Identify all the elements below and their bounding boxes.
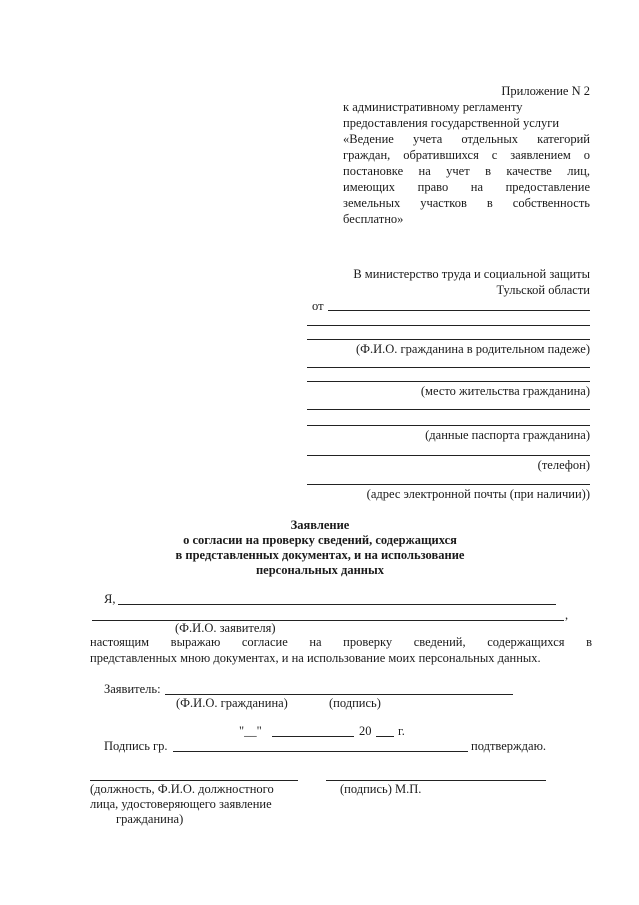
applicant-line-1	[118, 604, 556, 605]
from-label: от	[312, 299, 324, 313]
official-caption-line-3: гражданина)	[116, 812, 184, 826]
addressee-line-2: Тульской области	[496, 283, 590, 297]
statement-title-line-4: персональных данных	[255, 563, 384, 577]
applicant-label: Заявитель:	[104, 682, 161, 696]
appendix-title: Приложение N 2	[501, 84, 590, 98]
passport-line-2	[307, 425, 590, 426]
residence-line-2	[307, 381, 590, 382]
fio-caption: (Ф.И.О. гражданина в родительном падеже)	[355, 342, 590, 356]
phone-line	[307, 455, 590, 456]
addressee-line-1: В министерство труда и социальной защиты	[353, 267, 590, 281]
statement-title-line-2: о согласии на проверку сведений, содержащихся	[183, 533, 457, 547]
official-signature-line	[326, 780, 546, 781]
residence-caption: (место жительства гражданина)	[420, 384, 590, 398]
applicant-comma: ,	[565, 608, 569, 622]
statement-title: Заявление	[290, 518, 350, 532]
appendix-line-3: «Ведение учета отдельных категорий	[343, 132, 590, 146]
statement-title-line-3: в представленных документах, и на использование	[175, 548, 465, 562]
fio-line-3	[307, 339, 590, 340]
appendix-line-4: граждан, обратившихся с заявлением о	[343, 148, 590, 162]
applicant-signature-line	[165, 694, 513, 695]
passport-caption: (данные паспорта гражданина)	[425, 428, 590, 442]
appendix-line-6: имеющих право на предоставление	[343, 180, 590, 194]
passport-line-1	[307, 409, 590, 410]
confirm-line	[173, 751, 468, 752]
fio-line-2	[307, 325, 590, 326]
date-year-prefix: 20	[359, 724, 372, 738]
appendix-line-5: постановке на учет в качестве лиц,	[343, 164, 590, 178]
confirm-prefix: Подпись гр.	[104, 739, 168, 753]
appendix-line-7: земельных участков в собственность	[343, 196, 590, 210]
appendix-line-2: предоставления государственной услуги	[343, 116, 560, 130]
from-line	[328, 310, 590, 311]
date-year-suffix: г.	[398, 724, 405, 738]
official-caption-line-2: лица, удостоверяющего заявление	[90, 797, 272, 811]
citizen-fio-caption: (Ф.И.О. гражданина)	[176, 696, 288, 710]
email-line	[307, 484, 590, 485]
residence-line-1	[307, 367, 590, 368]
date-year-line	[376, 736, 394, 737]
signature-caption: (подпись)	[329, 696, 381, 710]
appendix-line-8: бесплатно»	[343, 212, 404, 226]
applicant-caption: (Ф.И.О. заявителя)	[175, 621, 276, 635]
phone-caption: (телефон)	[537, 458, 590, 472]
official-line	[90, 780, 298, 781]
consent-text-line-1: настоящим выражаю согласие на проверку сведений, содержащихся в	[90, 635, 592, 649]
date-day: "__"	[239, 724, 262, 738]
appendix-line-1: к административному регламенту	[343, 100, 523, 114]
applicant-line-2	[92, 620, 564, 621]
official-caption-line-1: (должность, Ф.И.О. должностного	[90, 782, 274, 796]
date-month-line	[272, 736, 354, 737]
i-label: Я,	[104, 592, 116, 606]
consent-text-line-2: представленных мною документах, и на использование моих персональных данных.	[90, 651, 541, 665]
email-caption: (адрес электронной почты (при наличии))	[366, 487, 590, 501]
stamp-caption: (подпись) М.П.	[340, 782, 422, 796]
confirm-suffix: подтверждаю.	[471, 739, 547, 753]
